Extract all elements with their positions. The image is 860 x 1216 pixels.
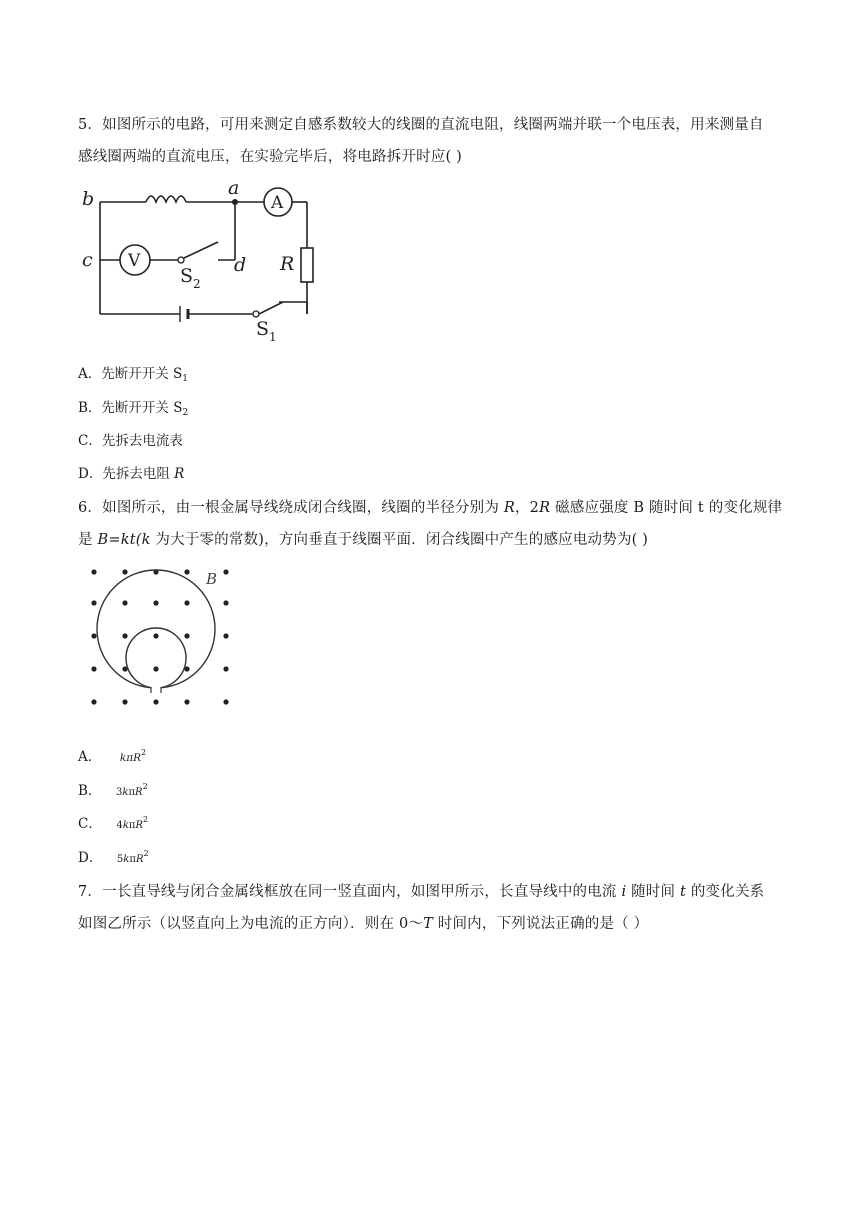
label-s2: S	[180, 265, 194, 287]
q7-text-line1: 7．一长直导线与闭合金属线框放在同一竖直面内，如图甲所示，长直导线中的电流 i 随时间 t 的变化关系	[78, 884, 765, 900]
inductor-coil	[146, 196, 186, 202]
q6-option-d: D． 5kπR$^2$	[78, 849, 149, 866]
q6-magnetic-field-figure	[80, 560, 240, 716]
q6-text-line1: 6．如图所示，由一根金属导线绕成闭合线圈，线圈的半径分别为 R，2R 磁感应强度 B 随时间 t 的变化规律	[78, 500, 783, 516]
switch-s1-pivot	[253, 311, 259, 317]
voltmeter-label: V	[128, 251, 141, 271]
q5-option-d: D．先拆去电阻 R	[78, 466, 185, 482]
label-R: R	[280, 253, 295, 275]
label-d: d	[234, 254, 247, 276]
label-a: a	[228, 178, 240, 199]
q6-option-c: C． 4kπR$^2$	[78, 815, 149, 832]
q6-option-a: A． kπR$^2$	[78, 748, 147, 765]
label-b: b	[82, 188, 95, 210]
switch-s1-blade	[259, 302, 283, 314]
q5-option-a: A．先断开开关 $S_1$	[78, 366, 189, 384]
label-c: c	[82, 249, 93, 271]
q5-text-line1: 5．如图所示的电路，可用来测定自感系数较大的线圈的直流电阻，线圈两端并联一个电压表，用来测量自	[78, 117, 764, 133]
label-s1: S	[256, 318, 270, 340]
switch-s2-blade	[184, 242, 218, 258]
q6-text-line2: 是 B=kt(k 为大于零的常数)，方向垂直于线圈平面．闭合线圈中产生的感应电动势为( )	[78, 532, 649, 548]
resistor-body	[301, 248, 313, 282]
q7-text-line2: 如图乙所示（以竖直向上为电流的正方向）．则在 0～T 时间内，下列说法正确的是（ ）	[78, 916, 649, 932]
q5-circuit-diagram	[78, 178, 338, 348]
switch-s2-pivot	[178, 257, 184, 263]
label-s2-sub: 2	[193, 277, 201, 291]
coil-junction-gap	[151, 684, 161, 692]
label-s1-sub: 1	[269, 330, 277, 344]
q5-option-b: B．先断开开关 $S_2$	[78, 400, 189, 418]
q5-text-line2: 感线圈两端的直流电压，在实验完毕后，将电路拆开时应( )	[78, 149, 463, 165]
q5-option-c: C．先拆去电流表	[78, 433, 183, 449]
ammeter-label: A	[271, 193, 284, 213]
q6-option-b: B． 3kπR$^2$	[78, 782, 148, 799]
label-B: B	[206, 570, 218, 588]
junction-a	[232, 199, 238, 205]
